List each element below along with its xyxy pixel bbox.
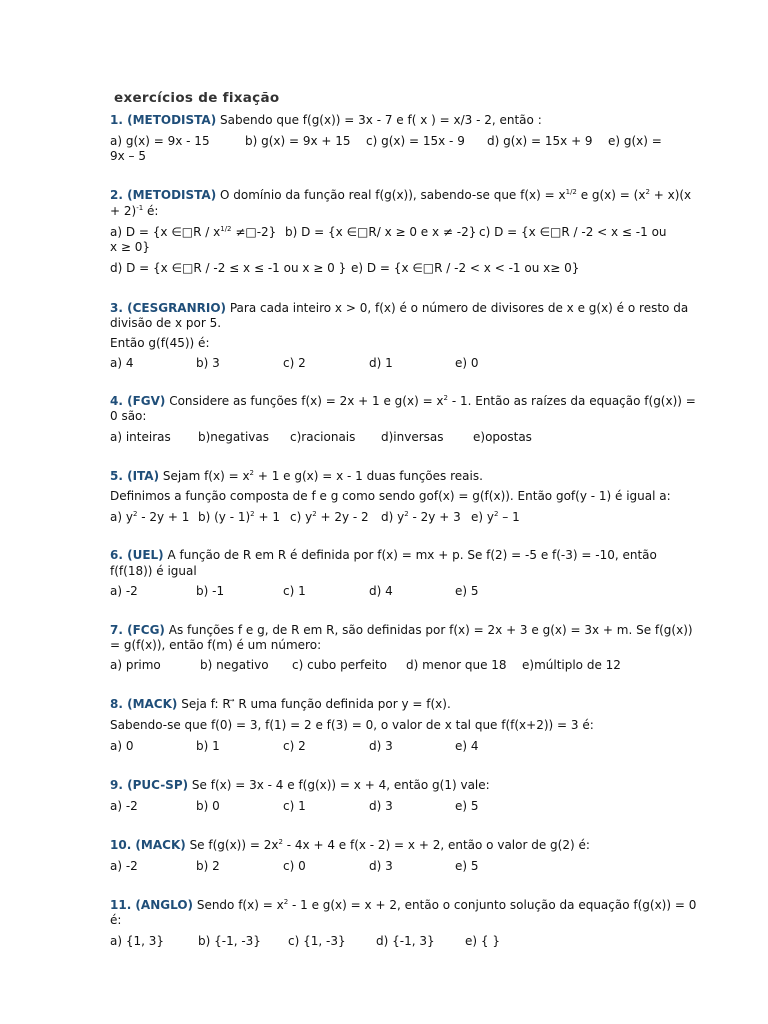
question-6-number: 6. (UEL) — [110, 548, 164, 562]
stem-part: As funções f e g, de R em R, são definidas por f(x) = 2x + 3 e g(x) = 3x + m. Se f(g(x)) — [164, 623, 693, 637]
question-6-stem — [110, 547, 658, 563]
option-a-text: a) D = {x ∈□R / x — [110, 225, 221, 239]
question-8-number: 8. (MACK) — [110, 697, 178, 711]
question-10-stem — [110, 837, 658, 853]
option-c: c) 2 — [283, 739, 306, 753]
option-a: a) {1, 3} — [110, 934, 165, 948]
option-text: b) (y - 1) — [198, 510, 251, 524]
option-c: c) 2 — [283, 356, 306, 370]
stem-part: - 1. Então as raízes da equação f(g(x)) = — [448, 394, 696, 408]
question-5-stem — [110, 468, 658, 484]
stem-part: + 2) — [110, 204, 137, 218]
question-6-stem-2: f(f(18)) é igual — [110, 564, 197, 578]
option-c: c) 1 — [283, 584, 306, 598]
question-5-number: 5. (ITA) — [110, 469, 160, 483]
stem-part: - 1 e g(x) = x + 2, então o conjunto solução da equação f(g(x)) = 0 — [288, 898, 697, 912]
stem-part: - 4x + 4 e f(x - 2) = x + 2, então o valor de g(2) é: — [282, 838, 590, 852]
stem-part: + x)(x — [649, 188, 692, 202]
option-e — [471, 509, 520, 525]
option-d: d) 4 — [369, 584, 393, 598]
stem-part: Seja f: R ⃗ R uma função definida por y = f(x). — [177, 697, 451, 711]
option-d: d) 3 — [369, 859, 393, 873]
stem-part: O domínio da função real f(g(x)), sabendo-se que f(x) = x — [216, 188, 566, 202]
question-2-number: 2. (METODISTA) — [110, 188, 217, 202]
question-7-stem — [110, 622, 693, 638]
option-b: b) -1 — [196, 584, 225, 598]
superscript: 2 — [312, 510, 317, 518]
question-8-stem — [110, 696, 658, 712]
option-b: b) negativo — [200, 658, 269, 672]
option-a: a) -2 — [110, 859, 138, 873]
option-a: a) 4 — [110, 356, 134, 370]
option-c — [290, 509, 369, 525]
option-e: e) g(x) = — [608, 134, 662, 148]
question-7-stem-2: = g(f(x)), então f(m) é um número: — [110, 638, 322, 652]
question-11-number: 11. (ANGLO) — [110, 898, 194, 912]
stem-part: + 1 e g(x) = x - 1 duas funções reais. — [254, 469, 483, 483]
option-d: d) {-1, 3} — [376, 934, 435, 948]
superscript: 1/2 — [565, 188, 577, 196]
superscript: 2 — [443, 394, 449, 402]
option-d — [381, 509, 461, 525]
question-10-number: 10. (MACK) — [110, 838, 186, 852]
question-9-number: 9. (PUC-SP) — [110, 778, 189, 792]
question-3-stem — [110, 300, 689, 316]
option-d: d) 1 — [369, 356, 393, 370]
option-e: e) 4 — [455, 739, 479, 753]
stem-part: A função de R em R é definida por f(x) = mx + p. Se f(2) = -5 e f(-3) = -10, então — [163, 548, 657, 562]
question-3-stem-2: divisão de x por 5. — [110, 316, 222, 330]
superscript: 2 — [132, 510, 138, 518]
option-b — [198, 509, 280, 525]
question-11-stem — [110, 897, 697, 913]
option-e: e) D = {x ∈□R / -2 < x < -1 ou x≥ 0} — [351, 261, 580, 275]
question-1-options-wrap: 9x – 5 — [110, 149, 146, 163]
stem-part: Se f(g(x)) = 2x — [185, 838, 279, 852]
option-a: a) g(x) = 9x - 15 — [110, 134, 210, 148]
stem-part: Considere as funções f(x) = 2x + 1 e g(x) = x — [165, 394, 444, 408]
stem-part: Sendo f(x) = x — [193, 898, 284, 912]
superscript: 2 — [250, 510, 255, 518]
superscript: 2 — [645, 188, 650, 196]
option-d: d) menor que 18 — [406, 658, 507, 672]
page-title: exercícios de fixação — [114, 90, 280, 106]
superscript: 2 — [404, 510, 409, 518]
question-2-stem-2 — [110, 203, 658, 219]
superscript: 2 — [493, 510, 499, 518]
question-4-stem-2: 0 são: — [110, 409, 147, 423]
question-4-stem — [110, 393, 696, 409]
option-c: c) cubo perfeito — [292, 658, 387, 672]
option-a: a) primo — [110, 658, 161, 672]
option-text: – 1 — [498, 510, 520, 524]
option-text: + 2y - 2 — [316, 510, 369, 524]
stem-part: Sejam f(x) = x — [159, 469, 250, 483]
option-text: - 2y + 1 — [137, 510, 190, 524]
option-text: - 2y + 3 — [408, 510, 461, 524]
question-1-text: Sabendo que f(g(x)) = 3x - 7 e f( x ) = x/3 - 2, então : — [216, 113, 542, 127]
option-e: e) 5 — [455, 799, 479, 813]
option-c: c)racionais — [290, 430, 356, 444]
option-text: d) y — [381, 510, 405, 524]
option-e: e) { } — [465, 934, 500, 948]
option-b: b)negativas — [198, 430, 270, 444]
question-5-stem-2: Definimos a função composta de f e g como sendo gof(x) = g(f(x)). Então gof(y - 1) é igual a: — [110, 489, 671, 503]
option-a: a) -2 — [110, 584, 138, 598]
option-text: a) y — [110, 510, 133, 524]
option-e: e)múltiplo de 12 — [522, 658, 621, 672]
option-text: + 1 — [254, 510, 280, 524]
superscript: 2 — [278, 838, 283, 846]
option-e: e)opostas — [473, 430, 532, 444]
question-3-number: 3. (CESGRANRIO) — [110, 301, 227, 315]
option-d: d) 3 — [369, 799, 393, 813]
option-d: d) D = {x ∈□R / -2 ≤ x ≤ -1 ou x ≥ 0 } — [110, 261, 347, 275]
superscript: 1/2 — [220, 225, 232, 233]
stem-part: Para cada inteiro x > 0, f(x) é o número de divisores de x e g(x) é o resto da — [226, 301, 689, 315]
option-c: c) 0 — [283, 859, 306, 873]
option-text: c) y — [290, 510, 313, 524]
option-a: a) 0 — [110, 739, 134, 753]
option-d: d)inversas — [381, 430, 444, 444]
stem-part: e g(x) = (x — [576, 188, 646, 202]
option-e: e) 5 — [455, 584, 479, 598]
stem-part: é: — [143, 204, 159, 218]
option-a — [110, 224, 276, 240]
option-d: d) g(x) = 15x + 9 — [487, 134, 593, 148]
option-a-text: ≠□-2} — [231, 225, 277, 239]
question-2-option-c-wrap: x ≥ 0} — [110, 240, 151, 254]
question-2-stem — [110, 187, 692, 203]
question-7-number: 7. (FCG) — [110, 623, 165, 637]
question-11-stem-2: é: — [110, 913, 122, 927]
option-d: d) 3 — [369, 739, 393, 753]
option-b: b) 1 — [196, 739, 220, 753]
option-c: c) D = {x ∈□R / -2 < x ≤ -1 ou — [479, 225, 667, 239]
option-b: b) D = {x ∈□R/ x ≥ 0 e x ≠ -2} — [285, 225, 477, 239]
option-b: b) 0 — [196, 799, 220, 813]
option-a — [110, 509, 189, 525]
question-3-stem-3: Então g(f(45)) é: — [110, 336, 210, 350]
question-1-stem — [110, 112, 658, 128]
stem-part: Se f(x) = 3x - 4 e f(g(x)) = x + 4, então g(1) vale: — [188, 778, 490, 792]
superscript: 2 — [249, 469, 255, 477]
superscript: -1 — [136, 204, 144, 212]
superscript: 2 — [283, 898, 289, 906]
option-b: b) 2 — [196, 859, 220, 873]
option-b: b) {-1, -3} — [198, 934, 261, 948]
option-b: b) g(x) = 9x + 15 — [245, 134, 351, 148]
option-e: e) 5 — [455, 859, 479, 873]
option-e: e) 0 — [455, 356, 479, 370]
option-a: a) inteiras — [110, 430, 171, 444]
question-9-stem — [110, 777, 658, 793]
question-4-number: 4. (FGV) — [110, 394, 166, 408]
question-8-stem-2: Sabendo-se que f(0) = 3, f(1) = 2 e f(3) = 0, o valor de x tal que f(f(x+2)) = 3 é: — [110, 718, 594, 732]
option-c: c) 1 — [283, 799, 306, 813]
option-a: a) -2 — [110, 799, 138, 813]
option-c: c) g(x) = 15x - 9 — [366, 134, 465, 148]
option-c: c) {1, -3} — [288, 934, 346, 948]
option-b: b) 3 — [196, 356, 220, 370]
option-text: e) y — [471, 510, 494, 524]
question-1-number: 1. (METODISTA) — [110, 113, 217, 127]
